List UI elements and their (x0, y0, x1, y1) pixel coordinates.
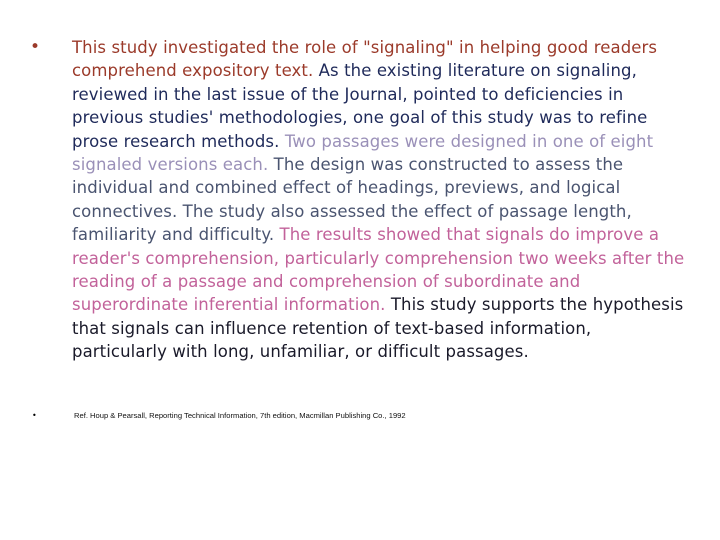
text-segment-passages: Two passages were designed in one of eight signaled versions each. (72, 131, 654, 175)
text-segment-intro: This study investigated the role of "signaling" in helping good readers comprehend expository text. (72, 38, 658, 81)
reference-bullet (28, 411, 700, 420)
text-segment-results: The results showed that signals do improve a reader's comprehension, particularly comprehension two weeks after the reading of a passage and comprehension of subordinate and superordinate inferential information. (72, 225, 685, 315)
bullet-marker: • (30, 37, 41, 57)
reference-marker: • (32, 411, 37, 420)
reference-text: Ref. Houp & Pearsall, Reporting Technical Information, 7th edition, Macmillan Publishing Co., 1992 (74, 411, 406, 420)
text-segment-goal: As the existing literature on signaling, reviewed in the last issue of the Journal, pointed to deficiencies in previous studies' methodologies, one goal of this study was to refine prose research methods. (72, 61, 648, 151)
text-segment-design: The design was constructed to assess the individual and combined effect of headings, previews, and logical connectives. The study also assessed the effect of passage length, familiarity and difficulty. (72, 155, 632, 245)
main-bullet (28, 36, 700, 364)
main-paragraph (72, 36, 690, 364)
text-segment-conclusion: This study supports the hypothesis that signals can influence retention of text-based information, particularly with long, unfamiliar, or difficult passages. (72, 295, 684, 362)
